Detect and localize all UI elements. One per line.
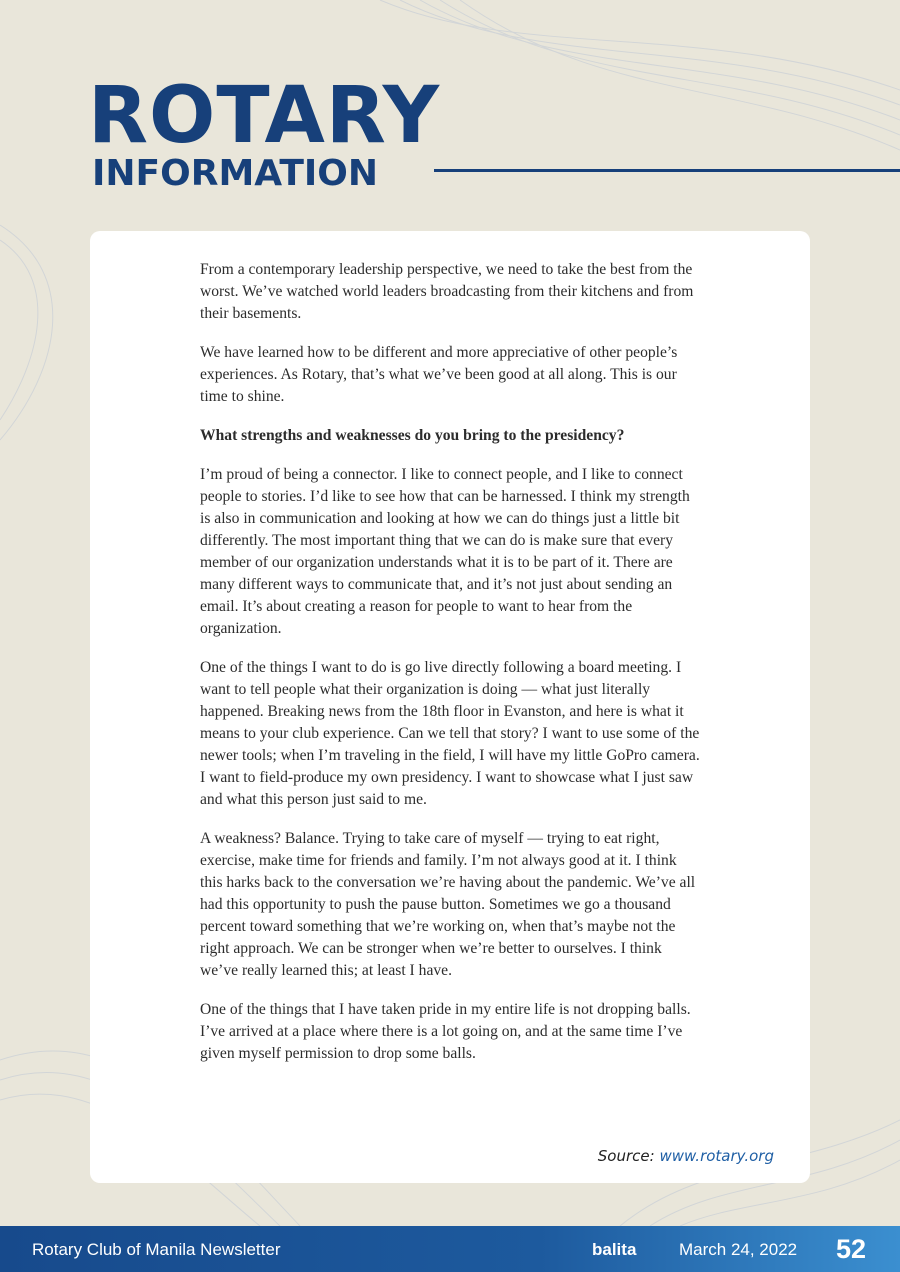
article-paragraph: From a contemporary leadership perspective, we need to take the best from the worst. We’ve watched world leaders broadcasting from their kitchens and from their basements.: [200, 261, 694, 322]
article-paragraph: We have learned how to be different and more appreciative of other people’s experiences. As Rotary, that’s what we’ve been good at all along. This is our time to shine.: [200, 344, 678, 405]
newsletter-brand: balita: [592, 1240, 637, 1259]
article-paragraph: I’m proud of being a connector. I like to connect people, and I like to connect people to stories. I’d like to see how that can be harnessed. I think my strength is also in communication and looking at how we can do things just a little bit differently. The most important thing that we can do is make sure that every member of our organization understands what it is to be part of it. There are many different ways to communicate that, and it’s not just about sending an email. It’s about creating a reason for people to want to hear from the organization.: [200, 466, 690, 637]
page-subtitle: INFORMATION: [92, 153, 379, 194]
issue-date: March 24, 2022: [679, 1240, 798, 1259]
page-title: ROTARY: [88, 71, 441, 161]
source-label: Source:: [597, 1147, 655, 1165]
page-number: 52: [836, 1234, 867, 1264]
article-body: [200, 259, 700, 1082]
article-paragraph: A weakness? Balance. Trying to take care of myself — trying to eat right, exercise, make time for friends and family. I’m not always good at it. I think this harks back to the conversation we’re having about the pandemic. We’ve all had this opportunity to push the pause button. Sometimes we go a thousand percent toward something that we’re working on, when that’s maybe not the right approach. We can be stronger when we’re better to ourselves. I think we’ve really learned this; at least I have.: [200, 830, 696, 979]
source-link[interactable]: www.rotary.org: [659, 1147, 774, 1165]
page-footer: [0, 1226, 900, 1272]
article-card: [90, 231, 810, 1183]
newsletter-name: Rotary Club of Manila Newsletter: [32, 1240, 281, 1259]
interview-question: What strengths and weaknesses do you bring to the presidency?: [200, 427, 625, 444]
article-paragraph: One of the things I want to do is go live directly following a board meeting. I want to tell people what their organization is doing — what just literally happened. Breaking news from the 18th floor in Evanston, and here is what it means to your club experience. Can we tell that story? I want to use some of the newer tools; when I’m traveling in the field, I will have my little GoPro camera. I want to field-produce my own presidency. I want to showcase what I just saw and what this person just said to me.: [200, 659, 700, 808]
source-credit: [598, 1147, 774, 1165]
page-header: [88, 72, 440, 194]
title-divider: [434, 169, 900, 172]
article-paragraph: One of the things that I have taken pride in my entire life is not dropping balls. I’ve arrived at a place where there is a lot going on, and at the same time I’ve given myself permission to drop some balls.: [200, 1001, 691, 1062]
